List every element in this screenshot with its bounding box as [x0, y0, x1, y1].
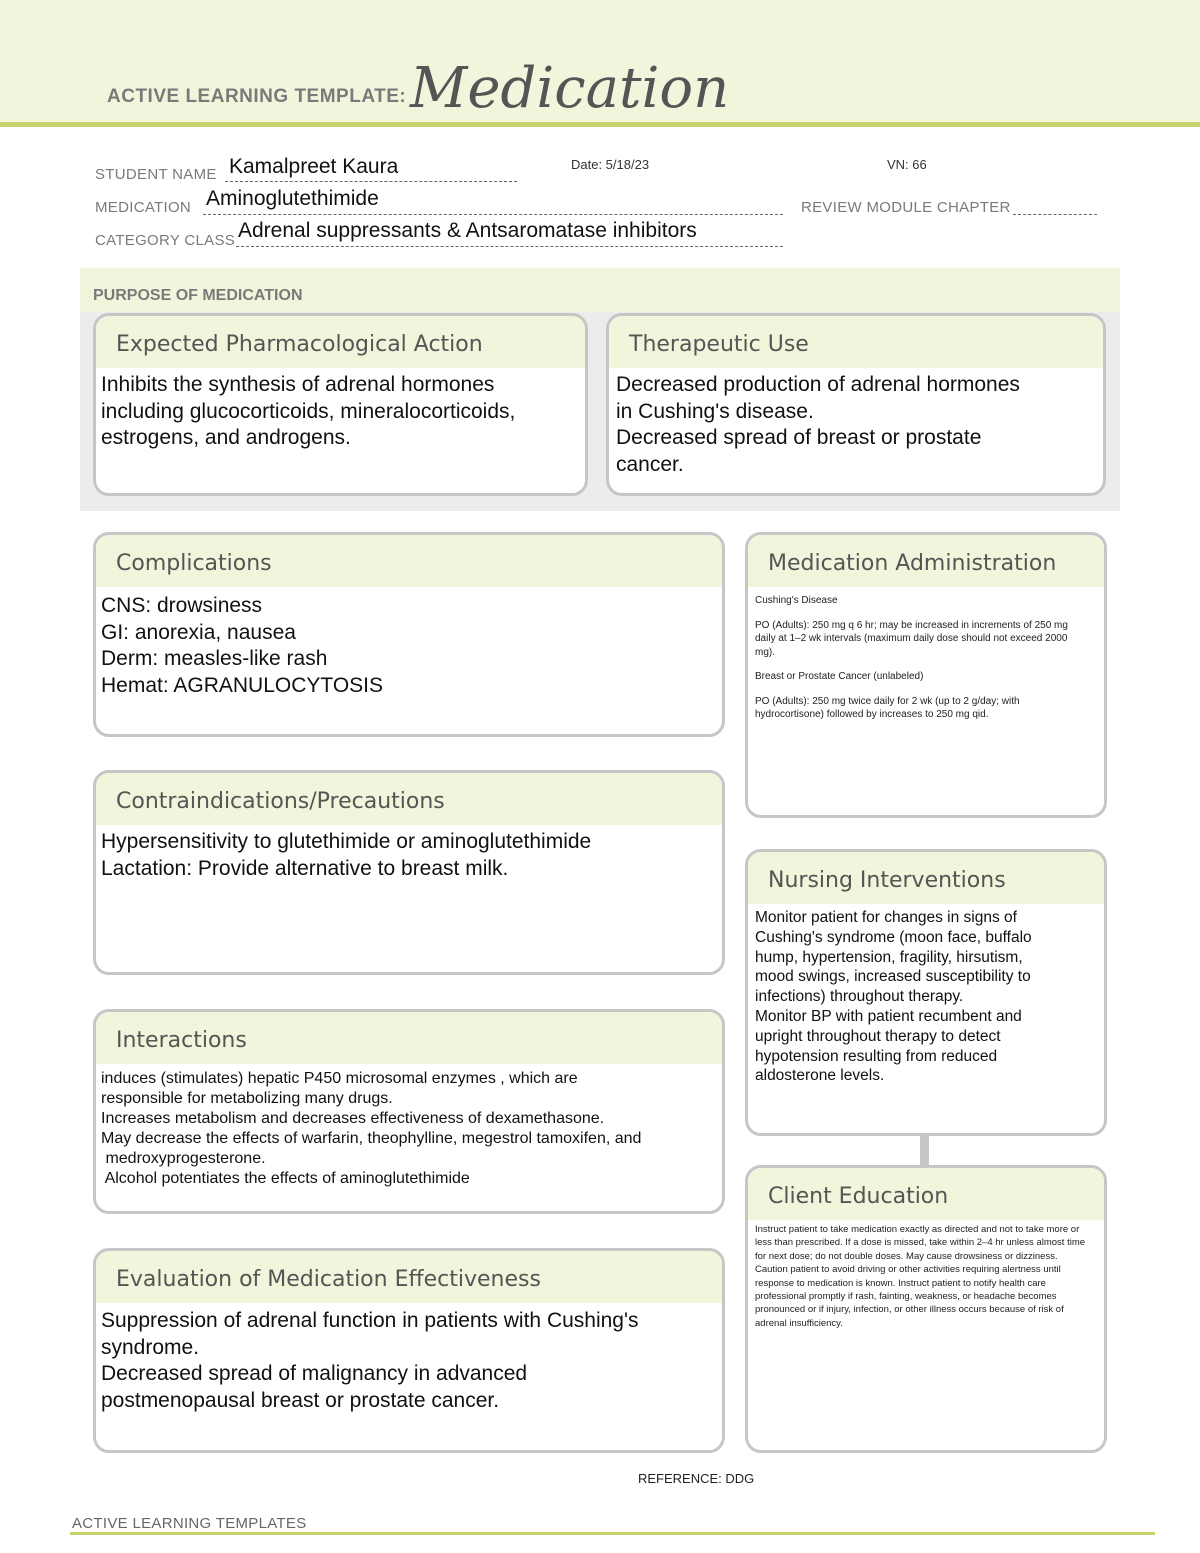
text-line: hypotension resulting from reduced [755, 1047, 998, 1065]
evaluation-box [93, 1248, 725, 1453]
reference: REFERENCE: DDG [638, 1471, 755, 1486]
text-line: Derm: measles-like rash [101, 647, 328, 670]
medication-label: MEDICATION [95, 199, 192, 216]
therapeutic-use-body[interactable] [609, 368, 1103, 478]
text-line: estrogens, and androgens. [101, 426, 351, 449]
box-connector [920, 1133, 929, 1167]
expected-action-title: Expected Pharmacological Action [96, 316, 585, 368]
administration-title: Medication Administration [748, 535, 1104, 587]
administration-box [745, 532, 1107, 818]
template-label: ACTIVE LEARNING TEMPLATE: [107, 86, 407, 107]
text-line: Decreased production of adrenal hormones [616, 373, 1020, 396]
text-line: Inhibits the synthesis of adrenal hormones [101, 373, 495, 396]
contraindications-title: Contraindications/Precautions [96, 773, 722, 825]
education-title: Client Education [748, 1168, 1104, 1220]
text-line: induces (stimulates) hepatic P450 microsomal enzymes , which are [101, 1070, 578, 1087]
text-line: Decreased spread of breast or prostate [616, 426, 982, 449]
text-line: Decreased spread of malignancy in advanced [101, 1362, 528, 1385]
complications-body[interactable] [96, 587, 722, 699]
date-value[interactable]: Date: 5/18/23 [571, 157, 650, 172]
education-box [745, 1165, 1107, 1453]
footer-label: ACTIVE LEARNING TEMPLATES [72, 1515, 307, 1532]
text-line: May decrease the effects of warfarin, theophylline, megestrol tamoxifen, and [101, 1130, 642, 1147]
complications-title: Complications [96, 535, 722, 587]
expected-action-box [93, 313, 588, 496]
complications-box [93, 532, 725, 737]
category-label: CATEGORY CLASS [95, 232, 236, 249]
text-line: medroxyprogesterone. [101, 1150, 266, 1167]
therapeutic-use-box [606, 313, 1106, 496]
text-paragraph: Cushing's Disease [755, 595, 838, 606]
text-line: infections) throughout therapy. [755, 988, 964, 1006]
text-line: Lactation: Provide alternative to breast milk. [101, 856, 509, 880]
text-line: Hemat: AGRANULOCYTOSIS [101, 673, 384, 697]
text-line: GI: anorexia, nausea [101, 620, 296, 644]
template-title: Medication [410, 56, 730, 121]
administration-body[interactable] [748, 587, 1104, 722]
nursing-box [745, 849, 1107, 1136]
text-line: postmenopausal breast or prostate cancer. [101, 1388, 500, 1412]
header-rule [0, 122, 1200, 127]
text-line: Suppression of adrenal function in patients with Cushing's [101, 1309, 639, 1332]
education-body[interactable]: Instruct patient to take medication exactly as directed and not to take more or less than prescribed. If a dose is missed, take within 2–4 hr unless almost time for next dose; do not double doses. May cause drowsiness or dizziness. Caution patient to avoid driving or other activities requiring alertness until response to medication is known. Instruct patient to notify health care professional promptly if rash, fainting, weakness, or headache becomes pronounced or if injury, infection, or other illness occurs because of risk of adrenal insufficiency. [755, 1224, 1086, 1329]
interactions-body[interactable] [96, 1064, 722, 1189]
text-line: syndrome. [101, 1335, 200, 1359]
evaluation-title: Evaluation of Medication Effectiveness [96, 1251, 722, 1303]
nursing-title: Nursing Interventions [748, 852, 1104, 904]
text-line: CNS: drowsiness [101, 594, 263, 617]
review-module-label: REVIEW MODULE CHAPTER [801, 199, 1011, 216]
text-paragraph: PO (Adults): 250 mg twice daily for 2 wk (up to 2 g/day; with hydrocortisone) followed by increases to 250 mg qid. [755, 695, 1020, 720]
footer-rule [70, 1532, 1155, 1535]
nursing-body[interactable] [748, 904, 1104, 1086]
text-line: Alcohol potentiates the effects of aminoglutethimide [101, 1170, 470, 1187]
text-paragraph: PO (Adults): 250 mg q 6 hr; may be increased in increments of 250 mg daily at 1–2 wk intervals (maximum daily dose should not exceed 2000 mg). [755, 619, 1068, 658]
text-line: including glucocorticoids, mineralocorticoids, [101, 399, 516, 423]
medication-line [203, 214, 783, 215]
text-line: Hypersensitivity to glutethimide or aminoglutethimide [101, 830, 592, 853]
text-line: hump, hypertension, fragility, hirsutism, [755, 948, 1023, 966]
text-line: Increases metabolism and decreases effectiveness of dexamethasone. [101, 1110, 605, 1127]
purpose-label: PURPOSE OF MEDICATION [93, 287, 303, 304]
review-module-line[interactable] [1013, 214, 1097, 215]
interactions-title: Interactions [96, 1012, 722, 1064]
vn-value[interactable]: VN: 66 [887, 157, 927, 172]
text-paragraph: Breast or Prostate Cancer (unlabeled) [755, 671, 924, 682]
student-name-line [225, 181, 517, 182]
student-name-label: STUDENT NAME [95, 166, 217, 183]
category-value[interactable]: Adrenal suppressants & Antsaromatase inhibitors [238, 219, 697, 242]
evaluation-body[interactable] [96, 1303, 722, 1414]
category-line [236, 246, 783, 247]
text-line: Monitor BP with patient recumbent and [755, 1007, 1022, 1025]
expected-action-body[interactable] [96, 368, 585, 452]
therapeutic-use-title: Therapeutic Use [609, 316, 1103, 368]
interactions-box [93, 1009, 725, 1214]
text-line: cancer. [616, 452, 684, 476]
text-line: in Cushing's disease. [616, 399, 814, 423]
text-line: aldosterone levels. [755, 1067, 885, 1085]
text-line: responsible for metabolizing many drugs. [101, 1090, 393, 1107]
contraindications-box [93, 770, 725, 975]
student-name-value[interactable]: Kamalpreet Kaura [229, 155, 399, 178]
text-line: Monitor patient for changes in signs of [755, 909, 1017, 926]
text-line: upright throughout therapy to detect [755, 1027, 1001, 1045]
contraindications-body[interactable] [96, 825, 722, 882]
medication-value[interactable]: Aminoglutethimide [206, 187, 379, 210]
text-line: mood swings, increased susceptibility to [755, 968, 1031, 986]
text-line: Cushing's syndrome (moon face, buffalo [755, 928, 1032, 946]
